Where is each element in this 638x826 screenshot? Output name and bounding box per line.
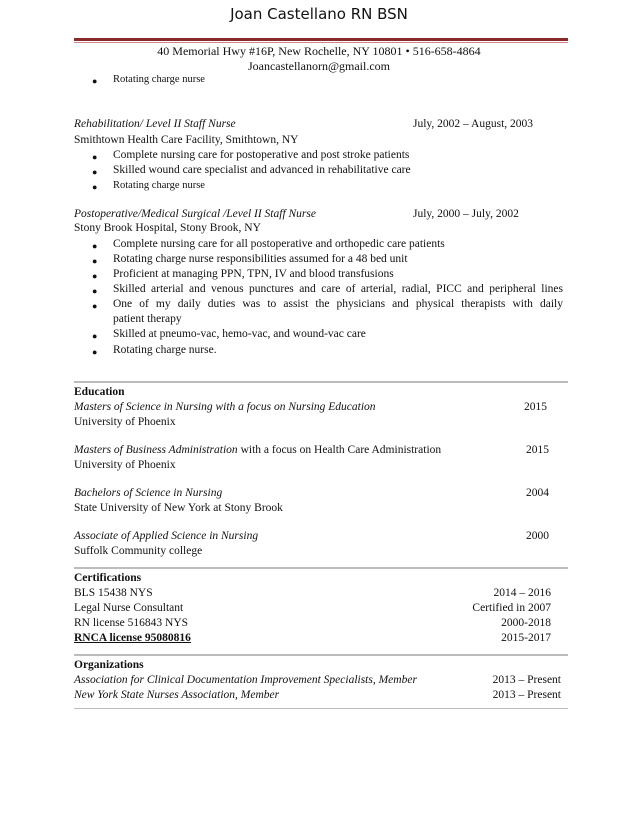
header-divider <box>74 38 568 41</box>
job-employer: Smithtown Health Care Facility, Smithtown, NY <box>74 134 299 146</box>
bullet-icon: ● <box>92 152 98 162</box>
section-heading-organizations: Organizations <box>74 659 144 671</box>
certification-name: Legal Nurse Consultant <box>74 602 184 614</box>
bullet-icon: ● <box>92 182 98 192</box>
list-item: Skilled arterial and venous punctures and care of arterial, radial, PICC and peripheral lines <box>113 283 563 295</box>
degree-title: Bachelors of Science in Nursing <box>74 487 223 499</box>
certification-name: RNCA license 95080816 <box>74 632 191 644</box>
contact-email[interactable]: Joancastellanorn@gmail.com <box>247 59 390 73</box>
section-divider <box>74 381 568 383</box>
section-divider <box>74 708 568 709</box>
list-item: Rotating charge nurse responsibilities assumed for a 48 bed unit <box>113 253 408 265</box>
header-divider-thin <box>74 42 568 43</box>
degree-year: 2015 <box>524 401 547 413</box>
bullet-icon: ● <box>92 76 98 86</box>
bullet-icon: ● <box>92 241 98 251</box>
degree-title <box>74 444 441 456</box>
job-dates: July, 2002 – August, 2003 <box>413 118 534 130</box>
degree-title: Associate of Applied Science in Nursing <box>74 530 259 542</box>
bullet-icon: ● <box>92 167 98 177</box>
degree-year: 2000 <box>526 530 549 542</box>
bullet-icon: ● <box>92 256 98 266</box>
school-name: State University of New York at Stony Brook <box>74 502 283 514</box>
section-divider <box>74 567 568 569</box>
section-heading-education: Education <box>74 386 125 398</box>
organization-name: New York State Nurses Association, Member <box>74 689 280 701</box>
degree-title-italic: Masters of Business Administration <box>74 444 238 456</box>
list-item: Skilled at pneumo-vac, hemo-vac, and wound-vac care <box>113 328 366 340</box>
section-divider <box>74 654 568 656</box>
certification-name: RN license 516843 NYS <box>74 617 189 629</box>
contact-address-phone: 40 Memorial Hwy #16P, New Rochelle, NY 10801 • 516-658-4864 <box>157 44 481 58</box>
list-item: Complete nursing care for all postoperative and orthopedic care patients <box>113 238 445 250</box>
organization-date: 2013 – Present <box>492 674 561 686</box>
school-name: Suffolk Community college <box>74 545 203 557</box>
bullet-icon: ● <box>92 301 98 311</box>
list-item: Rotating charge nurse <box>113 74 205 85</box>
bullet-icon: ● <box>92 271 98 281</box>
organization-name: Association for Clinical Documentation Improvement Specialists, Member <box>74 674 417 686</box>
degree-year: 2004 <box>526 487 549 499</box>
bullet-icon: ● <box>92 331 98 341</box>
certification-name: BLS 15438 NYS <box>74 587 153 599</box>
certification-date: Certified in 2007 <box>472 602 551 614</box>
section-heading-certifications: Certifications <box>74 572 142 584</box>
job-title: Rehabilitation/ Level II Staff Nurse <box>74 118 236 130</box>
degree-title: Masters of Science in Nursing with a focus on Nursing Education <box>74 401 376 413</box>
certification-date: 2000-2018 <box>501 617 551 629</box>
list-item: One of my daily duties was to assist the physicians and physical therapists with daily <box>113 298 563 310</box>
school-name: University of Phoenix <box>74 416 176 428</box>
certification-date: 2014 – 2016 <box>493 587 551 599</box>
job-title: Postoperative/Medical Surgical /Level II Staff Nurse <box>74 208 316 220</box>
degree-title-rest: with a focus on Health Care Administration <box>237 444 442 456</box>
organization-date: 2013 – Present <box>492 689 561 701</box>
resume-name: Joan Castellano RN BSN <box>230 5 408 23</box>
list-item: Skilled wound care specialist and advanced in rehabilitative care <box>113 164 411 176</box>
degree-year: 2015 <box>526 444 549 456</box>
job-dates: July, 2000 – July, 2002 <box>413 208 519 220</box>
certification-date: 2015-2017 <box>501 632 551 644</box>
job-employer: Stony Brook Hospital, Stony Brook, NY <box>74 222 261 234</box>
list-item: Complete nursing care for postoperative and post stroke patients <box>113 149 410 161</box>
school-name: University of Phoenix <box>74 459 176 471</box>
bullet-icon: ● <box>92 286 98 296</box>
list-item-continued: patient therapy <box>113 313 182 325</box>
list-item: Rotating charge nurse <box>113 180 205 191</box>
list-item: Rotating charge nurse. <box>113 344 217 356</box>
bullet-icon: ● <box>92 347 98 357</box>
list-item: Proficient at managing PPN, TPN, IV and blood transfusions <box>113 268 394 280</box>
